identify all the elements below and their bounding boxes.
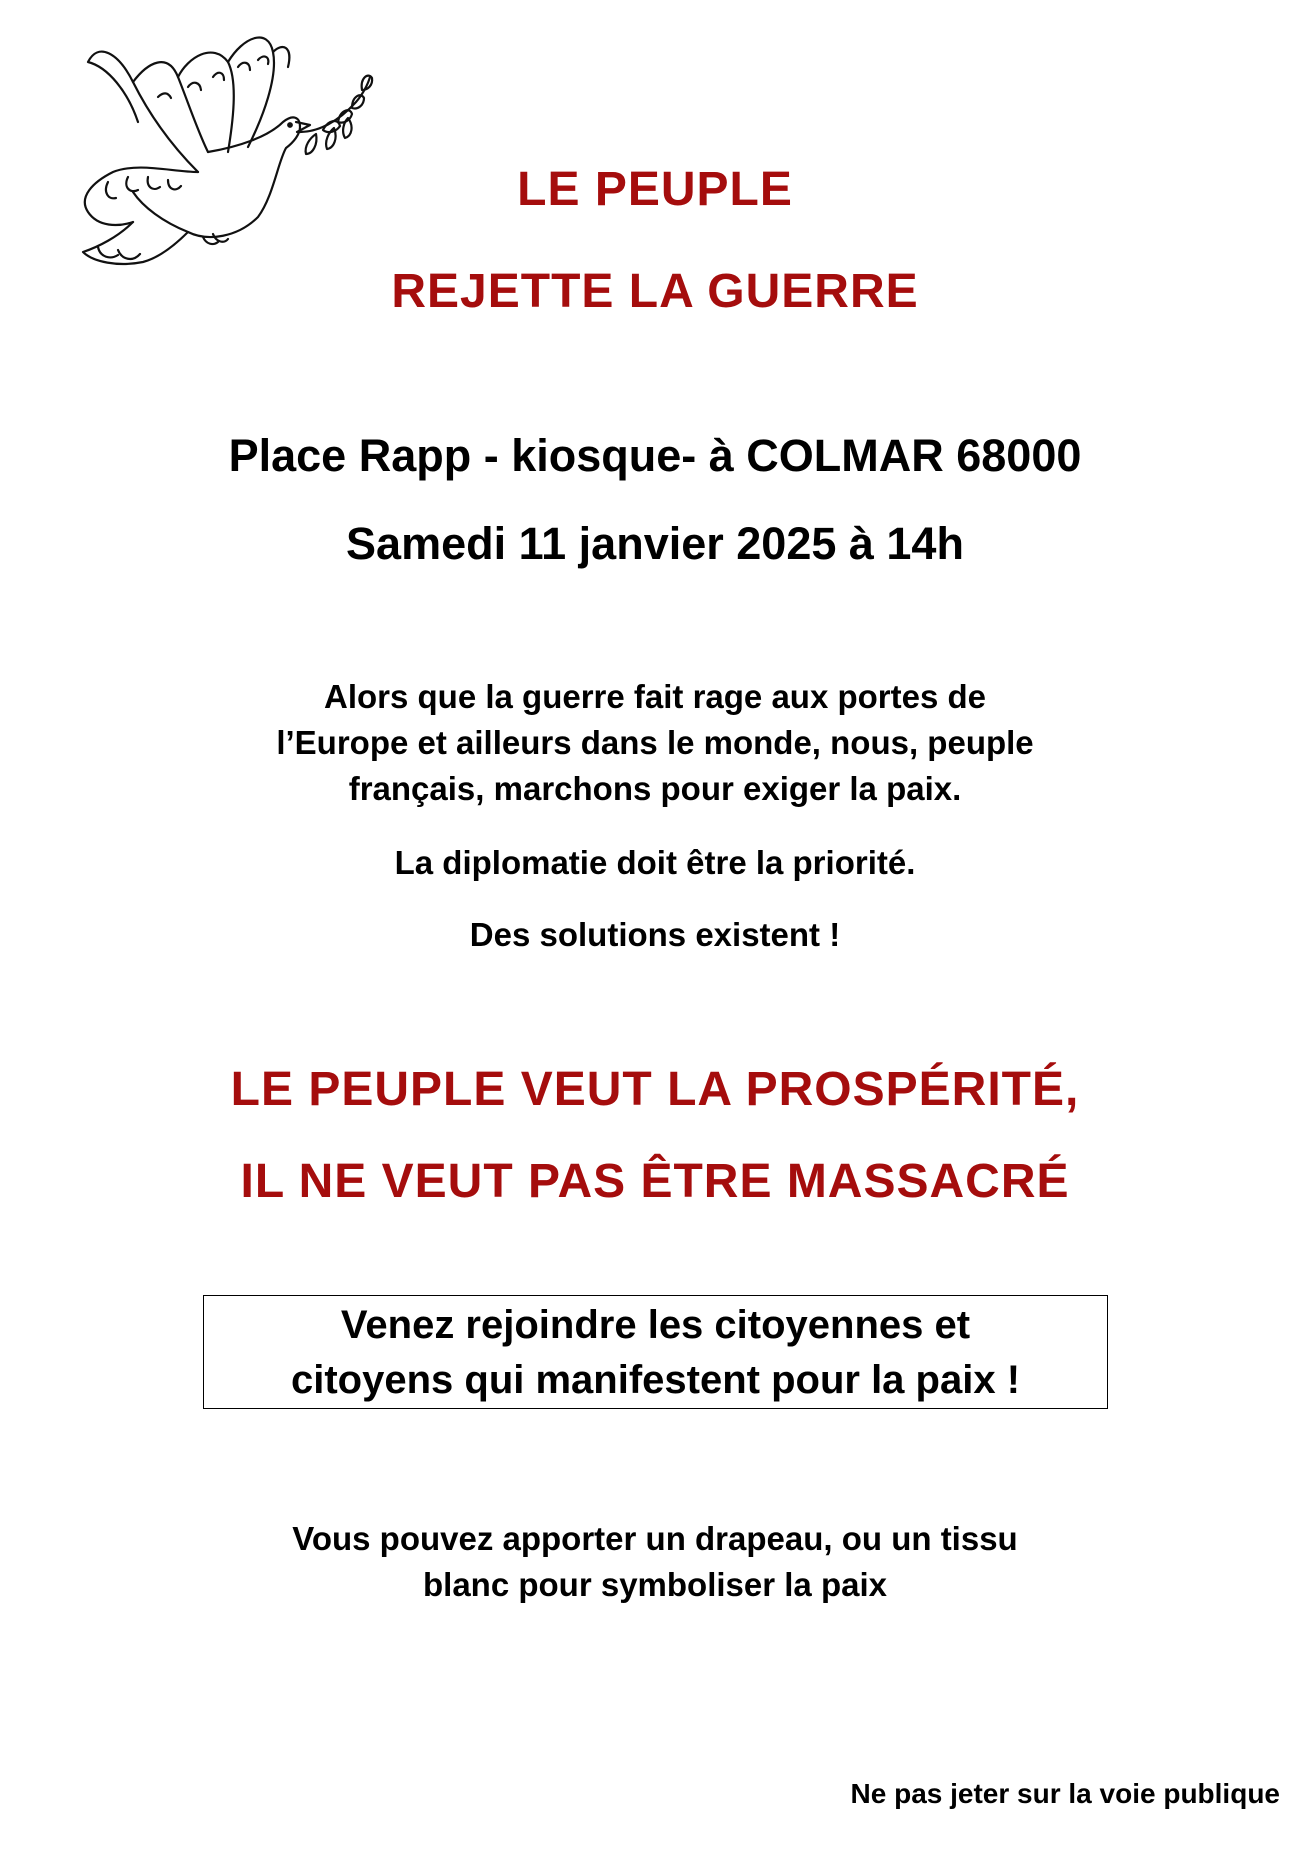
intro-line-2: l’Europe et ailleurs dans le monde, nous, peuple [276,724,1034,761]
event-location: Place Rapp - kiosque- à COLMAR 68000 [228,430,1082,481]
instructions-line-2: blanc pour symboliser la paix [423,1566,887,1603]
instructions-line-1: Vous pouvez apporter un drapeau, ou un tissu [292,1520,1018,1557]
slogan-line-1: LE PEUPLE VEUT LA PROSPÉRITÉ, [230,1063,1080,1116]
diplomacy-statement: La diplomatie doit être la priorité. [394,844,916,881]
flag-instructions [0,1516,1310,1608]
cta-line-1: Venez rejoindre les citoyennes et [340,1303,971,1347]
solutions-statement: Des solutions existent ! [469,916,841,953]
call-to-action-box [203,1295,1108,1409]
intro-paragraph [0,674,1310,812]
headline-line-2: REJETTE LA GUERRE [391,265,919,318]
slogan-line-2: IL NE VEUT PAS ÊTRE MASSACRÉ [240,1155,1070,1208]
event-datetime: Samedi 11 janvier 2025 à 14h [346,518,964,569]
footer-notice: Ne pas jeter sur la voie publique [850,1778,1280,1809]
headline-line-1: LE PEUPLE [517,163,793,216]
cta-line-2: citoyens qui manifestent pour la paix ! [290,1358,1021,1402]
peace-dove-icon [38,22,378,282]
intro-line-3: français, marchons pour exiger la paix. [348,770,962,807]
intro-line-1: Alors que la guerre fait rage aux portes de [323,678,987,715]
